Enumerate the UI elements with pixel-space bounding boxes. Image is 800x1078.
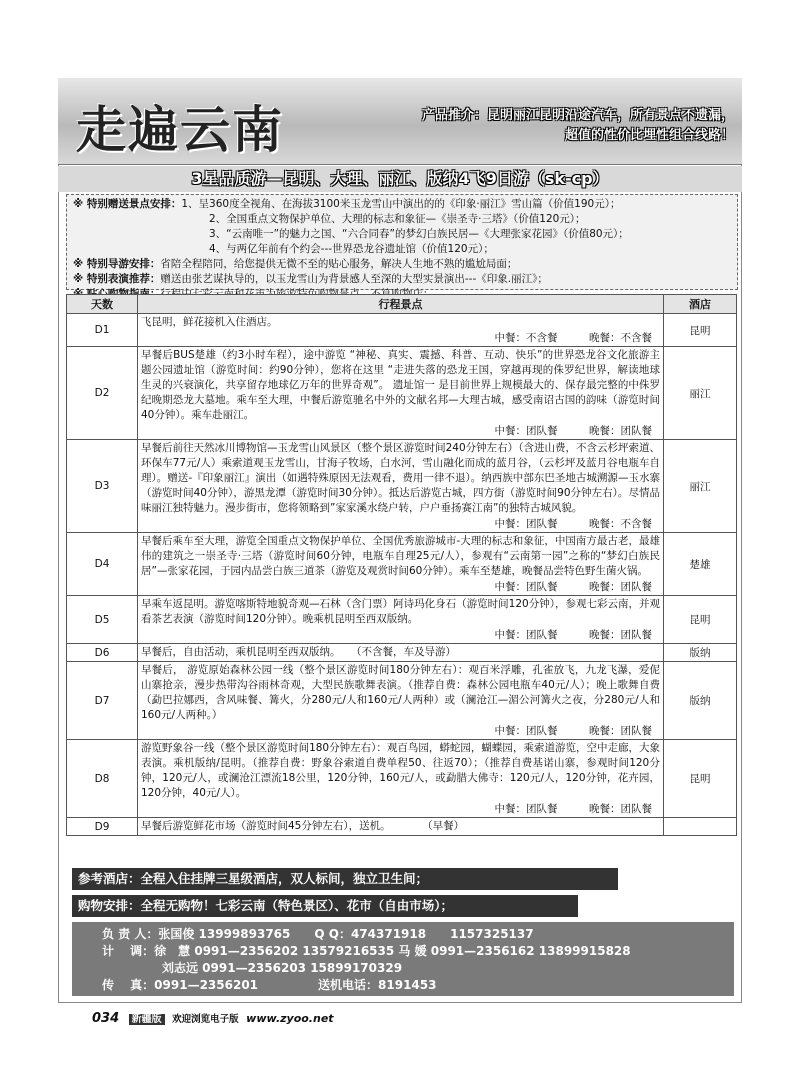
hotel-cell: 丽江 (664, 347, 737, 440)
product-intro (350, 106, 734, 146)
web-label: 欢迎浏览电子版 (172, 1014, 239, 1025)
hotel-cell: 昆明 (664, 596, 737, 644)
route-description: 早餐后， 游览原始森林公园一线（整个景区游览时间180分钟左右）：观百米浮雕，孔雀放飞，九龙飞瀑，爱伲山寨抢亲，漫步热带沟谷雨林奇观，大型民族歌舞表演。（推荐自费：森林公园电瓶车40元/人）；晚上歌舞自费（勐巴拉娜西，含风味餐、篝火，分280元/人和160元/人两种）或（澜沧江—湄公河篝火之夜，分280元/人和160元/人两种。） (141, 664, 660, 721)
route-cell (138, 818, 664, 836)
route-description: 早餐后游览鲜花市场（游览时间45分钟左右），送机。 （早餐） (141, 820, 465, 832)
table-row (67, 347, 737, 440)
day-cell: D8 (67, 740, 138, 818)
hotel-cell: 版纳 (664, 662, 737, 740)
meals-info: 中餐：团队餐 晚餐：团队餐 (494, 425, 652, 437)
itinerary-table (66, 294, 737, 836)
contact-planners: 计 调：徐 慧 0991—2356202 13579216535 马 媛 0991—2356162 13899915828 (102, 944, 631, 958)
contact-fax: 传 真：0991—2356201 送机电话：8191453 (102, 978, 437, 992)
table-row (67, 596, 737, 644)
table-row (67, 662, 737, 740)
header-route: 行程景点 (138, 295, 664, 314)
hotel-cell: 楚雄 (664, 533, 737, 596)
table-row (67, 644, 737, 662)
show-label: ※ 特别表演推荐： (73, 273, 161, 285)
meals-info: 中餐：团队餐 晚餐：团队餐 (494, 803, 652, 815)
gift-item-1: 1、呈360度全视角、在海拔3100米玉龙雪山中演出的的《印象·丽江》雪山篇（价值190元）； (181, 198, 621, 210)
route-cell (138, 644, 664, 662)
route-description: 早餐后，自由活动，乘机昆明至西双版纳。 （不含餐，车及导游） (141, 646, 456, 658)
product-intro-line1: 产品推介：昆明丽江昆明沿途汽车，所有景点不遗漏， (421, 108, 734, 123)
gift-item-4: 4、与两亿年前有个约会---世界恐龙谷遗址馆（价值120元）； (209, 243, 494, 255)
meals-info: 中餐：团队餐 晚餐：团队餐 (494, 581, 652, 593)
hotel-cell: 丽江 (664, 440, 737, 533)
day-cell: D2 (67, 347, 138, 440)
guide-text: 省陪全程陪同，给您提供无微不至的贴心服务，解决人生地不熟的尴尬局面； (160, 258, 518, 270)
route-cell (138, 596, 664, 644)
table-row (67, 740, 737, 818)
route-description: 早乘车返昆明。游览喀斯特地貌奇观—石林（含门票）阿诗玛化身石（游览时间120分钟），参观七彩云南，并观看茶艺表演（游览时间120分钟）。晚乘机昆明至西双版纳。 (141, 598, 660, 625)
meals-info: 中餐：团队餐 晚餐：团队餐 (494, 629, 652, 641)
meals-info: 中餐：团队餐 晚餐：不含餐 (494, 518, 652, 530)
table-row (67, 533, 737, 596)
shopping-strip: 购物安排：全程无购物！七彩云南（特色景区）、花市（自由市场）； (72, 895, 578, 917)
page-footer (92, 1010, 334, 1026)
special-notes (66, 194, 738, 290)
edition-badge: 新疆版 (129, 1014, 165, 1025)
day-cell: D4 (67, 533, 138, 596)
website-link[interactable]: www.zyoo.net (246, 1012, 334, 1025)
hotel-cell: 昆明 (664, 740, 737, 818)
guide-label: ※ 特别导游安排： (73, 258, 161, 270)
route-cell (138, 347, 664, 440)
hotel-cell: 版纳 (664, 644, 737, 662)
header-hotel: 酒店 (664, 295, 737, 314)
table-row (67, 440, 737, 533)
page-number: 034 (92, 1011, 120, 1026)
day-cell: D6 (67, 644, 138, 662)
route-cell (138, 740, 664, 818)
day-cell: D9 (67, 818, 138, 836)
hotel-cell (664, 818, 737, 836)
show-text: 赠送由张艺谋执导的，以玉龙雪山为背景感人至深的大型实景演出---《印象.丽江》； (160, 273, 548, 285)
product-intro-line2: 超值的性价比埋性组合线路！ (564, 128, 734, 143)
day-cell: D7 (67, 662, 138, 740)
gift-item-3: 3、“云南唯一”的魅力之国、“六合同春”的梦幻白族民居—《大理张家花园》（价值80元）； (209, 228, 629, 240)
hotel-strip: 参考酒店：全程入住挂牌三星级酒店，双人标间，独立卫生间； (72, 868, 618, 890)
route-description: 早餐后前往天然冰川博物馆—玉龙雪山风景区（整个景区游览时间240分钟左右）（含进山费，不含云杉坪索道、环保车77元/人）乘索道观玉龙雪山，甘海子牧场，白水河，雪山融化而成的蓝月谷，（云杉坪及蓝月谷电瓶车自理）。赠送-『印象丽江』演出（如遇特殊原因无法观看，费用一律不退）。纳西族中部东巴圣地古城溯源—玉水寨（游览时间40分钟），游黑龙潭（游览时间30分钟）。抵达后游览古城，四方街（游览时间90分钟左右）。尽情品味丽江独特魅力。漫步街市，您将领略到”家家溪水绕户转，户户垂扬赛江南”的独特古城风貌。 (141, 442, 660, 514)
route-cell (138, 314, 664, 347)
tour-title: 3星品质游—昆明、大理、丽江、版纳4飞9日游（sk-cp） (58, 166, 742, 192)
route-description: 游览野象谷一线（整个景区游览时间180分钟左右）：观百鸟园，蟒蛇园，蝴蝶园，乘索道游览，空中走廊，大象表演。乘机版纳/昆明。（推荐自费：野象谷索道自费单程50、往返70）；（推荐自费基诺山寨，参观时间120分钟，120元/人，或澜沧江漂流18公里，120分钟，160元/人，或勐腊大佛寺：120元/人，120分钟，花卉园，120分钟，40元/人）。 (141, 742, 660, 799)
gift-label: ※ 特别赠送景点安排： (73, 198, 182, 210)
meals-info: 中餐：团队餐 晚餐：团队餐 (494, 725, 652, 737)
route-description: 早餐后BUS楚雄（约3小时车程），途中游览 “神秘、真实、震撼、科普、互动、快乐”的世界恐龙谷文化旅游主题公园遗址馆（游览时间：约90分钟），您将在这里 “走进失落的恐龙王国，穿越再现的侏罗纪世界，解读地球生灵的兴衰演化，共享留存地球亿万年的世界奇观”。 遗址馆一 是目前世界上规模最大的、保存最完整的中侏罗纪晚期恐龙大墓地。乘车至大理，中餐后游览驰名中外的文献名邦—大理古城，感受南诏古国的韵味（游览时间40分钟）。乘车赴丽江。 (141, 349, 660, 421)
table-row (67, 818, 737, 836)
brand-logo: 走遍云南 (76, 100, 284, 159)
contact-manager: 负 责 人：张国俊 13999893765 Q Q：474371918 1157325137 (102, 927, 534, 941)
table-row (67, 314, 737, 347)
route-cell (138, 662, 664, 740)
table-header-row (67, 295, 737, 314)
header-day: 天数 (67, 295, 138, 314)
contact-planner-2: 刘志远 0991—2356203 15899170329 (102, 961, 403, 975)
route-description: 早餐后乘车至大理，游览全国重点文物保护单位、全国优秀旅游城市-大理的标志和象征，中国南方最古老，最雄伟的建筑之一崇圣寺·三塔（游览时间60分钟，电瓶车自理25元/人），参观有“云南第一园”之称的“梦幻白族民居”—张家花园，于园内品尝白族三道茶（游览及观赏时间60分钟）。乘车至楚雄，晚餐品尝特色野生菌火锅。 (141, 535, 660, 577)
header-banner (58, 78, 742, 165)
route-description: 飞昆明，鲜花接机入住酒店。 (141, 316, 278, 328)
route-cell (138, 440, 664, 533)
meals-info: 中餐：不含餐 晚餐：不含餐 (494, 332, 652, 344)
gift-item-2: 2、全国重点文物保护单位、大理的标志和象征—《崇圣寺·三塔》（价值120元）； (209, 213, 586, 225)
day-cell: D5 (67, 596, 138, 644)
day-cell: D3 (67, 440, 138, 533)
route-cell (138, 533, 664, 596)
day-cell: D1 (67, 314, 138, 347)
contact-box (72, 922, 734, 996)
hotel-cell: 昆明 (664, 314, 737, 347)
